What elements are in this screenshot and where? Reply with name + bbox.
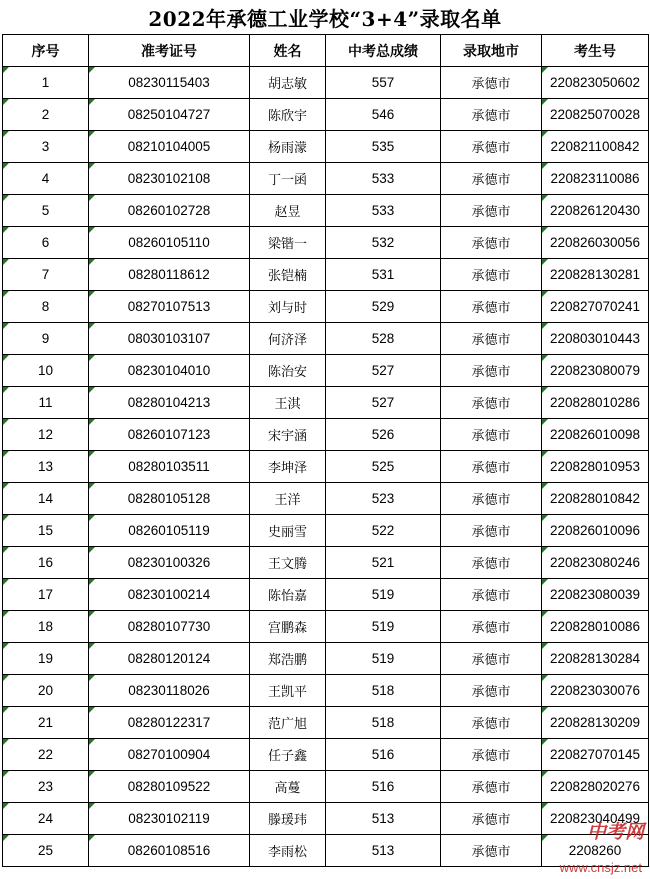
cell-exam-id[interactable]: 08280104213 (89, 387, 250, 419)
cell-exam-id[interactable]: 08280107730 (89, 611, 250, 643)
cell-exam-id[interactable]: 08280109522 (89, 771, 250, 803)
cell-score[interactable]: 557 (326, 67, 441, 99)
header-row (3, 35, 649, 67)
cell-name[interactable]: 胡志敏 (250, 67, 326, 99)
cell-city[interactable]: 承德市 (441, 387, 542, 419)
cell-student-id[interactable]: 220828130281 (542, 259, 649, 291)
cell-exam-id[interactable]: 08230118026 (89, 675, 250, 707)
cell-name[interactable]: 梁锴一 (250, 227, 326, 259)
cell-student-id[interactable]: 2208260 (542, 835, 649, 867)
cell-exam-id[interactable]: 08270107513 (89, 291, 250, 323)
cell-no[interactable]: 1 (3, 67, 89, 99)
watermark-brand: 中考网 (586, 821, 644, 843)
table-row (3, 291, 649, 323)
table-row (3, 675, 649, 707)
cell-student-id[interactable]: 220823080246 (542, 547, 649, 579)
cell-city[interactable]: 承德市 (441, 803, 542, 835)
cell-student-id[interactable]: 220828010842 (542, 483, 649, 515)
cell-city[interactable]: 承德市 (441, 67, 542, 99)
cell-no[interactable]: 17 (3, 579, 89, 611)
table-row (3, 739, 649, 771)
table-row (3, 483, 649, 515)
cell-student-id[interactable]: 220828010953 (542, 451, 649, 483)
cell-city[interactable]: 承德市 (441, 163, 542, 195)
page-title: 2022年承德工业学校“3+4”录取名单 (148, 6, 502, 31)
cell-score[interactable]: 522 (326, 515, 441, 547)
cell-city[interactable]: 承德市 (441, 611, 542, 643)
cell-exam-id[interactable]: 08280118612 (89, 259, 250, 291)
cell-name[interactable]: 高蔓 (250, 771, 326, 803)
cell-name[interactable]: 李雨松 (250, 835, 326, 867)
cell-name[interactable]: 王凯平 (250, 675, 326, 707)
header-student-id[interactable]: 考生号 (542, 35, 649, 67)
cell-city[interactable]: 承德市 (441, 739, 542, 771)
cell-no[interactable]: 21 (3, 707, 89, 739)
cell-exam-id[interactable]: 08260107123 (89, 419, 250, 451)
cell-city[interactable]: 承德市 (441, 835, 542, 867)
cell-no[interactable]: 10 (3, 355, 89, 387)
cell-no[interactable]: 8 (3, 291, 89, 323)
cell-name[interactable]: 王洋 (250, 483, 326, 515)
cell-student-id[interactable]: 220823030076 (542, 675, 649, 707)
cell-no[interactable]: 3 (3, 131, 89, 163)
watermark-url: www.cnsjz.net (559, 860, 642, 875)
cell-name[interactable]: 王文腾 (250, 547, 326, 579)
cell-no[interactable]: 4 (3, 163, 89, 195)
cell-name[interactable]: 宫鹏森 (250, 611, 326, 643)
cell-score[interactable]: 518 (326, 675, 441, 707)
cell-score[interactable]: 518 (326, 707, 441, 739)
cell-exam-id[interactable]: 08260105119 (89, 515, 250, 547)
cell-city[interactable]: 承德市 (441, 227, 542, 259)
cell-student-id[interactable]: 220828130284 (542, 643, 649, 675)
cell-city[interactable]: 承德市 (441, 643, 542, 675)
cell-no[interactable]: 25 (3, 835, 89, 867)
cell-name[interactable]: 何济泽 (250, 323, 326, 355)
cell-exam-id[interactable]: 08250104727 (89, 99, 250, 131)
cell-student-id[interactable]: 220823040499 (542, 803, 649, 835)
cell-score[interactable]: 513 (326, 835, 441, 867)
cell-name[interactable]: 李坤泽 (250, 451, 326, 483)
cell-score[interactable]: 513 (326, 803, 441, 835)
cell-exam-id[interactable]: 08030103107 (89, 323, 250, 355)
cell-student-id[interactable]: 220826010098 (542, 419, 649, 451)
table-row (3, 771, 649, 803)
cell-score[interactable]: 525 (326, 451, 441, 483)
cell-score[interactable]: 516 (326, 771, 441, 803)
cell-city[interactable]: 承德市 (441, 131, 542, 163)
cell-exam-id[interactable]: 08270100904 (89, 739, 250, 771)
cell-name[interactable]: 丁一函 (250, 163, 326, 195)
cell-exam-id[interactable]: 08230115403 (89, 67, 250, 99)
cell-city[interactable]: 承德市 (441, 195, 542, 227)
cell-exam-id[interactable]: 08230104010 (89, 355, 250, 387)
admission-table (2, 34, 649, 867)
cell-no[interactable]: 19 (3, 643, 89, 675)
cell-no[interactable]: 2 (3, 99, 89, 131)
cell-student-id[interactable]: 220826120430 (542, 195, 649, 227)
cell-student-id[interactable]: 220828010086 (542, 611, 649, 643)
cell-no[interactable]: 14 (3, 483, 89, 515)
table-row (3, 611, 649, 643)
table-row (3, 131, 649, 163)
cell-score[interactable]: 516 (326, 739, 441, 771)
cell-name[interactable]: 史丽雪 (250, 515, 326, 547)
cell-no[interactable]: 20 (3, 675, 89, 707)
cell-no[interactable]: 11 (3, 387, 89, 419)
cell-name[interactable]: 杨雨濛 (250, 131, 326, 163)
cell-city[interactable]: 承德市 (441, 579, 542, 611)
cell-exam-id[interactable]: 08280103511 (89, 451, 250, 483)
cell-student-id[interactable]: 220823050602 (542, 67, 649, 99)
cell-score[interactable]: 529 (326, 291, 441, 323)
cell-no[interactable]: 24 (3, 803, 89, 835)
cell-city[interactable]: 承德市 (441, 547, 542, 579)
cell-student-id[interactable]: 220827070241 (542, 291, 649, 323)
table-row (3, 451, 649, 483)
cell-no[interactable]: 6 (3, 227, 89, 259)
cell-score[interactable]: 546 (326, 99, 441, 131)
header-city[interactable]: 录取地市 (441, 35, 542, 67)
cell-city[interactable]: 承德市 (441, 99, 542, 131)
cell-exam-id[interactable]: 08280122317 (89, 707, 250, 739)
cell-city[interactable]: 承德市 (441, 355, 542, 387)
cell-exam-id[interactable]: 08230100326 (89, 547, 250, 579)
cell-exam-id[interactable]: 08230102108 (89, 163, 250, 195)
cell-exam-id[interactable]: 08230102119 (89, 803, 250, 835)
cell-score[interactable]: 519 (326, 579, 441, 611)
cell-student-id[interactable]: 220826010096 (542, 515, 649, 547)
table-row (3, 259, 649, 291)
cell-score[interactable]: 526 (326, 419, 441, 451)
cell-student-id[interactable]: 220825070028 (542, 99, 649, 131)
header-exam-id[interactable]: 准考证号 (89, 35, 250, 67)
cell-no[interactable]: 22 (3, 739, 89, 771)
cell-no[interactable]: 5 (3, 195, 89, 227)
cell-no[interactable]: 13 (3, 451, 89, 483)
cell-student-id[interactable]: 220828010286 (542, 387, 649, 419)
cell-student-id[interactable]: 220828130209 (542, 707, 649, 739)
cell-score[interactable]: 527 (326, 355, 441, 387)
table-row (3, 643, 649, 675)
cell-score[interactable]: 521 (326, 547, 441, 579)
cell-name[interactable]: 陈怡嘉 (250, 579, 326, 611)
cell-score[interactable]: 527 (326, 387, 441, 419)
cell-name[interactable]: 滕瑗玮 (250, 803, 326, 835)
cell-city[interactable]: 承德市 (441, 419, 542, 451)
cell-score[interactable]: 523 (326, 483, 441, 515)
header-score[interactable]: 中考总成绩 (326, 35, 441, 67)
cell-no[interactable]: 18 (3, 611, 89, 643)
table-row (3, 419, 649, 451)
table-row (3, 547, 649, 579)
cell-no[interactable]: 7 (3, 259, 89, 291)
cell-no[interactable]: 9 (3, 323, 89, 355)
cell-student-id[interactable]: 220821100842 (542, 131, 649, 163)
table-row (3, 707, 649, 739)
cell-city[interactable]: 承德市 (441, 451, 542, 483)
cell-student-id[interactable]: 220827070145 (542, 739, 649, 771)
cell-name[interactable]: 任子鑫 (250, 739, 326, 771)
cell-name[interactable]: 宋宇涵 (250, 419, 326, 451)
table-row (3, 163, 649, 195)
cell-name[interactable]: 陈欣宇 (250, 99, 326, 131)
table-row (3, 355, 649, 387)
cell-no[interactable]: 16 (3, 547, 89, 579)
cell-exam-id[interactable]: 08210104005 (89, 131, 250, 163)
table-row (3, 195, 649, 227)
cell-student-id[interactable]: 220826030056 (542, 227, 649, 259)
cell-exam-id[interactable]: 08260102728 (89, 195, 250, 227)
table-row (3, 803, 649, 835)
cell-student-id[interactable]: 220823110086 (542, 163, 649, 195)
cell-name[interactable]: 张铠楠 (250, 259, 326, 291)
table-row (3, 579, 649, 611)
cell-city[interactable]: 承德市 (441, 483, 542, 515)
cell-score[interactable]: 535 (326, 131, 441, 163)
cell-exam-id[interactable]: 08260105110 (89, 227, 250, 259)
cell-name[interactable]: 刘与时 (250, 291, 326, 323)
table-row (3, 387, 649, 419)
cell-exam-id[interactable]: 08260108516 (89, 835, 250, 867)
cell-score[interactable]: 528 (326, 323, 441, 355)
table-row (3, 515, 649, 547)
cell-city[interactable]: 承德市 (441, 707, 542, 739)
cell-student-id[interactable]: 220823080079 (542, 355, 649, 387)
cell-score[interactable]: 533 (326, 163, 441, 195)
table-row (3, 227, 649, 259)
cell-city[interactable]: 承德市 (441, 291, 542, 323)
table-row (3, 323, 649, 355)
cell-city[interactable]: 承德市 (441, 323, 542, 355)
table-row (3, 67, 649, 99)
cell-city[interactable]: 承德市 (441, 771, 542, 803)
cell-city[interactable]: 承德市 (441, 675, 542, 707)
cell-exam-id[interactable]: 08230100214 (89, 579, 250, 611)
header-no[interactable]: 序号 (3, 35, 89, 67)
cell-student-id[interactable]: 220823080039 (542, 579, 649, 611)
cell-student-id[interactable]: 220828020276 (542, 771, 649, 803)
cell-city[interactable]: 承德市 (441, 515, 542, 547)
cell-score[interactable]: 533 (326, 195, 441, 227)
cell-exam-id[interactable]: 08280105128 (89, 483, 250, 515)
cell-name[interactable]: 范广旭 (250, 707, 326, 739)
cell-score[interactable]: 519 (326, 643, 441, 675)
cell-name[interactable]: 王淇 (250, 387, 326, 419)
cell-student-id[interactable]: 220803010443 (542, 323, 649, 355)
table-row (3, 99, 649, 131)
cell-no[interactable]: 12 (3, 419, 89, 451)
cell-name[interactable]: 赵昱 (250, 195, 326, 227)
cell-score[interactable]: 532 (326, 227, 441, 259)
cell-name[interactable]: 郑浩鹏 (250, 643, 326, 675)
table-row (3, 835, 649, 867)
header-name[interactable]: 姓名 (250, 35, 326, 67)
cell-no[interactable]: 23 (3, 771, 89, 803)
cell-exam-id[interactable]: 08280120124 (89, 643, 250, 675)
cell-score[interactable]: 519 (326, 611, 441, 643)
cell-score[interactable]: 531 (326, 259, 441, 291)
cell-city[interactable]: 承德市 (441, 259, 542, 291)
cell-name[interactable]: 陈治安 (250, 355, 326, 387)
cell-no[interactable]: 15 (3, 515, 89, 547)
